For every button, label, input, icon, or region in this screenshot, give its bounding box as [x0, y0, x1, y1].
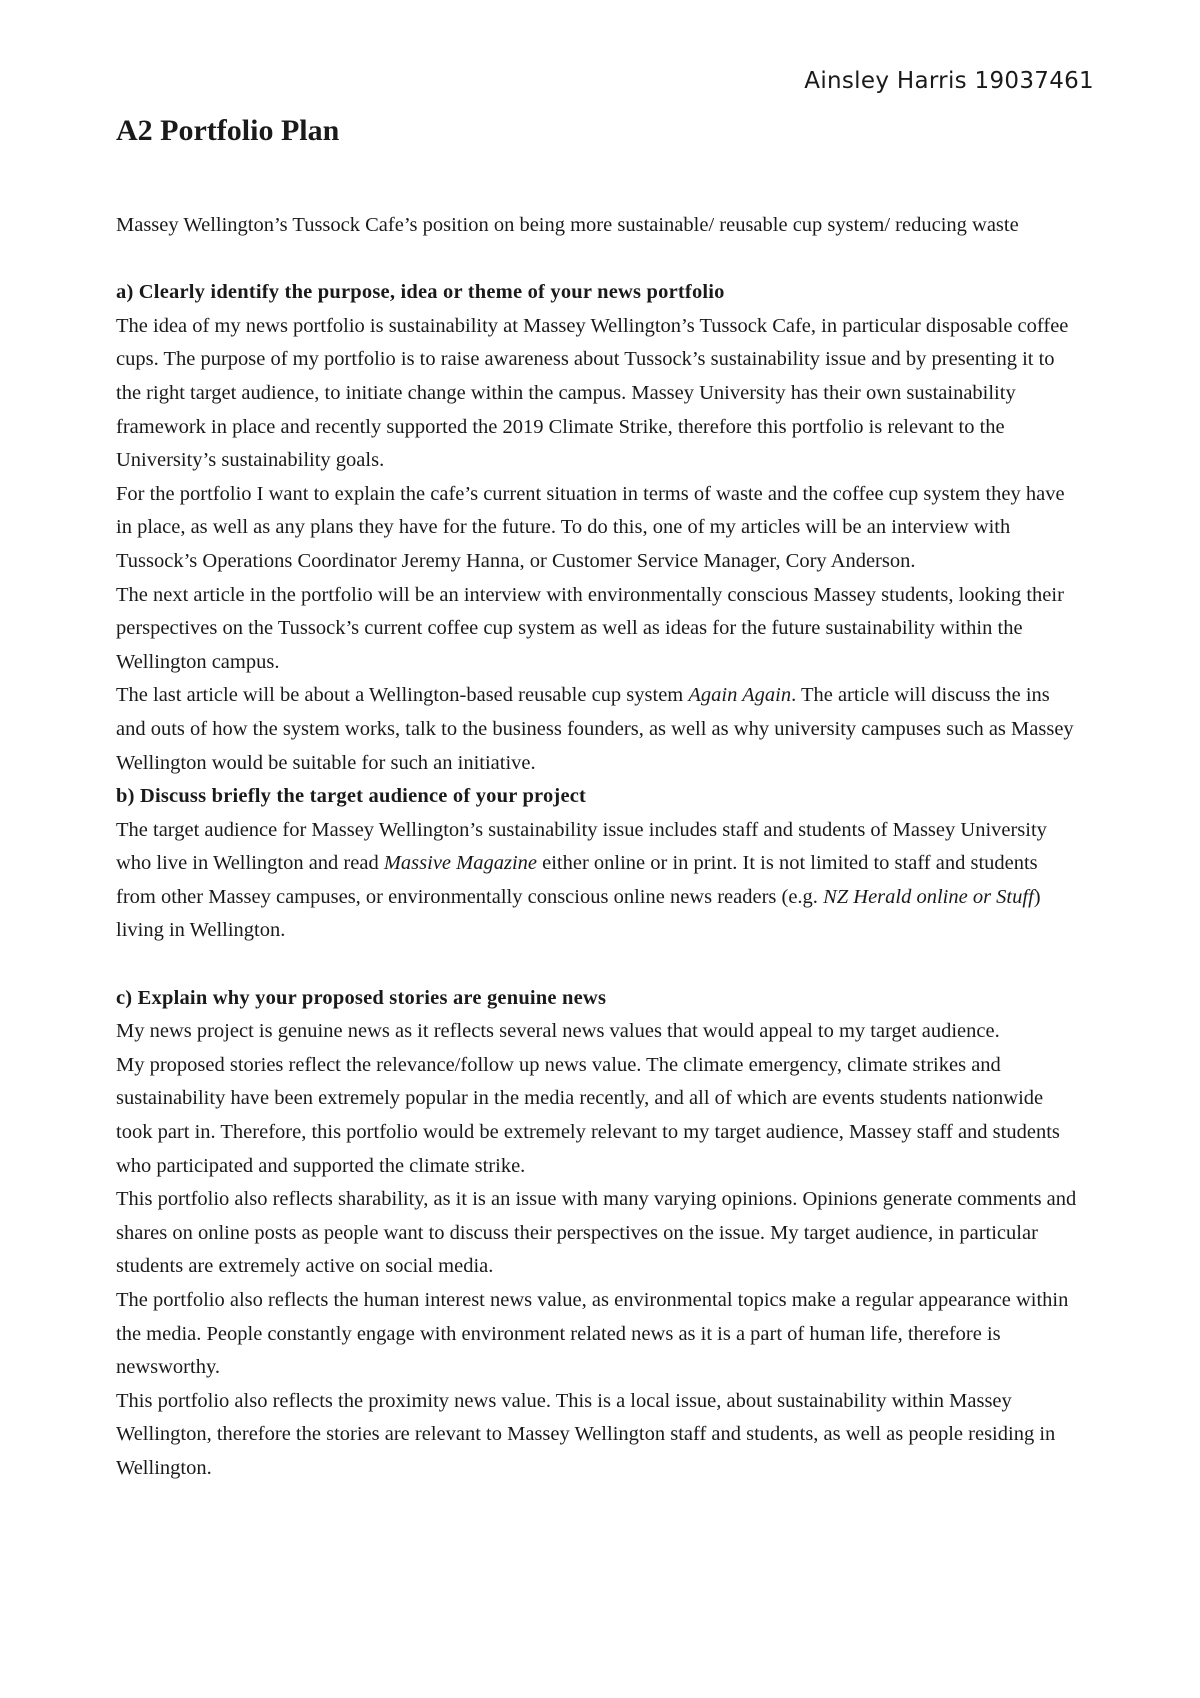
text-run: The last article will be about a Wellington-based reusable cup system [116, 684, 689, 707]
spacer [116, 243, 1078, 277]
section-a-paragraph-4 [116, 679, 1078, 780]
text-run: either online or in print. It is not limited to staff and students from other Massey campuses, or environmentally conscious online news readers (e.g. [116, 852, 1038, 908]
italic-run: Again Again [688, 684, 792, 707]
section-a-paragraph-1: The idea of my news portfolio is sustainability at Massey Wellington’s Tussock Cafe, in particular disposable coffee cups. The purpose of my portfolio is to raise awareness about Tussock’s sustainability issue and by presenting it to the right target audience, to initiate change within the campus. Massey University has their own sustainability framework in place and recently supported the 2019 Climate Strike, therefore this portfolio is relevant to the University’s sustainability goals. [116, 314, 1069, 472]
author-header: Ainsley Harris 19037461 [804, 68, 1094, 94]
section-c-paragraph-2: My proposed stories reflect the relevance/follow up news value. The climate emergency, climate strikes and sustainability have been extremely popular in the media recently, and all of which are events students nationwide took part in. Therefore, this portfolio would be extremely relevant to my target audience, Massey staff and students who participated and supported the climate strike. [116, 1053, 1060, 1177]
section-b-paragraph-1 [116, 814, 1078, 948]
section-c-paragraph-4: The portfolio also reflects the human interest news value, as environmental topics make a regular appearance within the media. People constantly engage with environment related news as it is a part of human life, therefore is newsworthy. [116, 1289, 1069, 1379]
text-run: The target audience for Massey Wellington’s sustainability issue includes staff and students of Massey University who live in Wellington and read [116, 818, 1047, 875]
section-a-heading: a) Clearly identify the purpose, idea or theme of your news portfolio [116, 281, 725, 304]
section-c-paragraph-5: This portfolio also reflects the proximity news value. This is a local issue, about sustainability within Massey Wellington, therefore the stories are relevant to Massey Wellington staff and students, as well as people residing in Wellington. [116, 1389, 1056, 1479]
intro-paragraph: Massey Wellington’s Tussock Cafe’s position on being more sustainable/ reusable cup system/ reducing waste [116, 214, 1019, 236]
section-c-paragraph-3: This portfolio also reflects sharability, as it is an issue with many varying opinions. Opinions generate comments and shares on online posts as people want to discuss their perspectives on the issue. My target audience, in particular students are extremely active on social media. [116, 1188, 1077, 1278]
section-c-paragraph-1: My news project is genuine news as it reflects several news values that would appeal to my target audience. [116, 1020, 1000, 1043]
section-a-paragraph-3: The next article in the portfolio will be an interview with environmentally conscious Massey students, looking their perspectives on the Tussock’s current coffee cup system as well as ideas for the future sustainability within the Wellington campus. [116, 583, 1064, 673]
section-a-paragraph-2: For the portfolio I want to explain the cafe’s current situation in terms of waste and the coffee cup system they have in place, as well as any plans they have for the future. To do this, one of my articles will be an interview with Tussock’s Operations Coordinator Jeremy Hanna, or Customer Service Manager, Cory Anderson. [116, 482, 1065, 572]
section-b-heading: b) Discuss briefly the target audience of your project [116, 785, 587, 808]
text-run: . The article will discuss the ins and outs of how the system works, talk to the business founders, as well as why university campuses such as Massey Wellington would be suitable for such an initiative. [116, 684, 1074, 774]
italic-run: Massive Magazine [383, 852, 537, 875]
text-run: ) living in Wellington. [116, 885, 1041, 942]
spacer [116, 948, 1078, 982]
document-body [116, 209, 1078, 1486]
italic-run: NZ Herald online or Stuff [823, 885, 1034, 908]
page-title: A2 Portfolio Plan [116, 114, 340, 147]
section-c-heading: c) Explain why your proposed stories are genuine news [116, 986, 607, 1009]
